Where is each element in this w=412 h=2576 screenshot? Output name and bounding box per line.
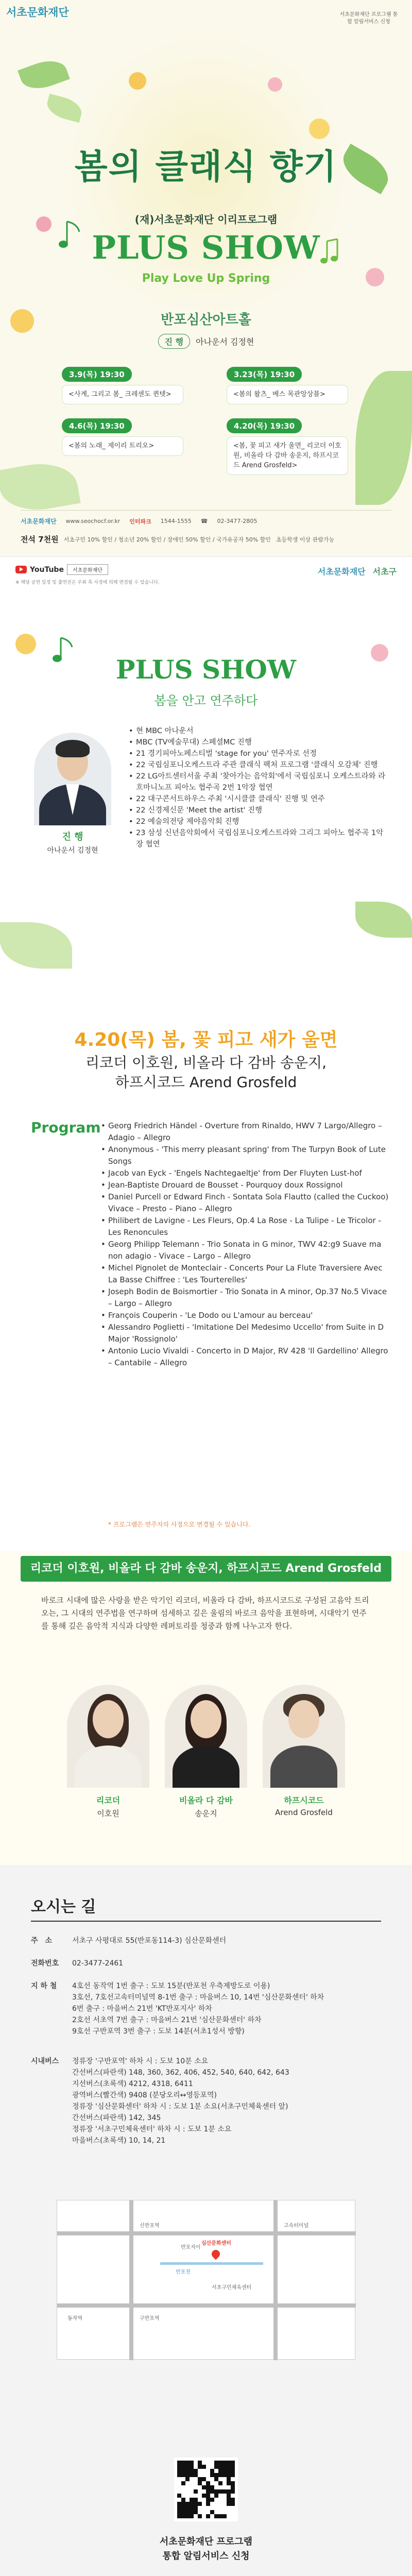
host-name: 아나운서 김정현 [196, 337, 254, 347]
host-profile-section [0, 613, 412, 1005]
leaf-decoration [44, 94, 84, 123]
qr-pattern [177, 2461, 235, 2518]
list-item: • Jacob van Eyck - 'Engels Nachtegaeltje' from Der Fluyten Lust-hof [101, 1167, 389, 1179]
tagline: Play Love Up Spring [142, 272, 270, 285]
directions-title: 오시는 길 [31, 1898, 96, 1916]
hero-subtitle: (재)서초문화재단 이리프로그램 [134, 213, 278, 226]
host-caption [34, 829, 111, 855]
list-item: • 21 경기피아노페스티벌 'stage for you' 연주자로 선정 [129, 748, 386, 759]
phone-icon: ☎ [200, 518, 208, 524]
schedule-title: <봄의 노래_ 제이리 트리오> [62, 436, 183, 456]
footer-tel: 02-3477-2805 [217, 518, 258, 524]
host-row [0, 334, 412, 349]
flower-decoration [15, 634, 36, 654]
hero-section [0, 0, 412, 613]
leaf-decoration [355, 902, 412, 938]
list-item: • 22 예술의전당 제야음악회 진행 [129, 816, 386, 827]
host-name: 아나운서 김정현 [47, 846, 98, 855]
schedule-date: 4.20(목) 19:30 [227, 418, 302, 433]
list-item: • Georg Philipp Telemann - Trio Sonata in G minor, TWV 42:g9 Suave ma non adagio - Vivace – Largo – Allegro [101, 1239, 389, 1262]
hero-bottom-bar [0, 556, 412, 613]
artist-photo [263, 1685, 345, 1788]
host-label: 진 행 [62, 832, 83, 842]
schedule-item [62, 418, 183, 456]
schedule-item [227, 367, 348, 404]
program-heading: 4.20(목) 봄, 꽃 피고 새가 울면 [74, 1029, 338, 1050]
program-artists: 리코더 이호원, 비올라 다 감바 송운지, 하프시코드 Arend Grosfeld [85, 1054, 327, 1091]
leaf-decoration [0, 922, 72, 969]
list-item: • 22 LG아트센터서울 주최 '찾아가는 음악회'에서 국립심포니 오케스트라와 라흐마니노프 피아노 협주곡 2번 1악장 협연 [129, 771, 386, 793]
youtube-channel-box: 서초문화재단 [67, 564, 108, 575]
host-badge: 진 행 [158, 334, 190, 349]
sponsor-logos [318, 565, 397, 577]
artist-photo [165, 1685, 247, 1788]
artist-caption: 하프시코드 Arend Grosfeld [275, 1795, 333, 1817]
footer-org: 서초문화재단 [21, 518, 57, 525]
schedule-title: <봄, 꽃 피고 새가 울면_ 리코더 이호원, 비올라 다 감바 송운지, 하프시코드 Arend Grosfeld> [227, 436, 348, 475]
plus-show-logo: PLUS SHOW [115, 654, 297, 685]
leaf-decoration [355, 371, 412, 505]
list-item: • Georg Friedrich Händel - Overture from Rinaldo, HWV 7 Largo/Allegro – Adagio – Allegro [101, 1120, 389, 1144]
footer-site-link[interactable]: www.seochocf.or.kr [65, 518, 121, 524]
program-list [101, 1120, 389, 1369]
program-note: * 프로그램은 연주자의 사정으로 변경될 수 있습니다. [108, 1521, 251, 1528]
notice-service-note[interactable]: 서초문화재단 프로그램 통합 알림서비스 신청 [339, 12, 398, 25]
address-row: 주 소 서초구 사평대로 55(반포동114-3) 심산문화센터 [31, 1937, 227, 1945]
flower-decoration [129, 72, 146, 90]
venue-name: 반포심산아트홀 [161, 312, 251, 328]
fine-print: ※ 해당 공연 일정 및 출연진은 주최 측 사정에 의해 변경될 수 있습니다. [15, 580, 160, 585]
artist-photo [67, 1685, 149, 1788]
list-item: • Michel Pignolet de Monteclair - Concerts Pour La Flute Traversiere Avec La Basse Chiffree : 'Les Tourterelles' [101, 1262, 389, 1286]
foundation-logo: 서초문화재단 [317, 567, 366, 577]
age-note: 초등학생 이상 관람가능 [276, 536, 335, 543]
artists-section [0, 1551, 412, 1865]
schedule-title: <사계, 그리고 봄_ 크레센도 퀸텟> [62, 385, 183, 404]
footer-ticket-tel: 1544-1555 [160, 518, 192, 524]
qr-caption: 서초문화재단 프로그램 통합 알림서비스 신청 [159, 2536, 253, 2562]
seocho-gu-logo: 서초구 [372, 567, 397, 577]
list-item: • 22 대구콘서트하우스 주최 '시시클클 클래식' 진행 및 연주 [129, 793, 386, 805]
list-item: • Daniel Purcell or Edward Finch - Sontata Sola Flautto (called the Cuckoo) Vivace – Presto – Piano – Allegro [101, 1191, 389, 1215]
youtube-icon [15, 566, 27, 573]
list-item: • 23 삼성 신년음악회에서 국립심포니오케스트라와 그리그 피아노 협주곡 1악장 협연 [129, 827, 386, 850]
youtube-link[interactable]: YouTube 서초문화재단 [15, 564, 108, 575]
hero-footer [21, 510, 391, 545]
footer-ticket: 인터파크 [129, 518, 151, 525]
host-photo [34, 733, 111, 825]
list-item: • Jean-Baptiste Drouard de Bousset - Pourquoy doux Rossignol [101, 1179, 389, 1191]
leaf-decoration [0, 457, 81, 517]
list-item: • Alessandro Poglietti - 'Imitatione Del Medesimo Uccello' from Suite in D Major 'Rossignolo' [101, 1321, 389, 1345]
artists-banner: 리코더 이호원, 비올라 다 감바 송운지, 하프시코드 Arend Grosfeld [21, 1556, 391, 1582]
list-item: • Philibert de Lavigne - Les Fleurs, Op.4 La Rose - La Tulipe - Le Tricolor - Les Renoncules [101, 1215, 389, 1239]
qr-code[interactable] [174, 2458, 238, 2521]
seat-discount-note: 서초구민 10% 할인 / 청소년 20% 할인 / 장애인 50% 할인 / 국가유공자 50% 할인 [63, 536, 271, 543]
schedule-item [227, 418, 348, 475]
schedule-item [62, 367, 183, 404]
bus-row: 시내버스 정류장 '구반포역' 하차 시 : 도보 10분 소요 간선버스(파란색) 148, 360, 362, 406, 452, 540, 640, 642, 643 지선버스(초록색) 4212, 4318, 6411 광역버스(빨간색) 9408 (분당오리↔영등포역) 정류장 '심산문화센터' 하차 시 : 도보 1분 소요(서초구민체육센터 앞) 간선버스(파란색) 142, 345 정류장 '서초구민체육센터' 하차 시 : 도보 1분 소요 마을버스(초록색) 10, 14, 21 [31, 2057, 289, 2145]
flower-decoration [309, 118, 330, 139]
host-career-list [129, 725, 386, 850]
schedule-title: <봄의 왈츠_ 베스 목관앙상블> [227, 385, 348, 404]
program-section [0, 1005, 412, 1551]
schedule-date: 3.9(목) 19:30 [62, 367, 132, 382]
list-item: • 22 신경제신문 'Meet the artist' 진행 [129, 805, 386, 816]
plus-show-logo: PLUS SHOW [92, 229, 320, 266]
list-item: • MBC (TV예술무대) 스페셜MC 진행 [129, 737, 386, 748]
section-subtitle: 봄을 안고 연주하다 [154, 693, 258, 708]
foundation-logo: 서초문화재단 [6, 6, 69, 19]
directions-section [0, 1865, 412, 2576]
hero-title: 봄의 클래식 향기 [74, 147, 338, 187]
location-map[interactable]: 신반포역 반포자이 고속터미널 심산문화센터 반포천 서초구민체육센터 구반포역 동작역 [57, 2200, 355, 2360]
artist-caption: 리코더 이호원 [96, 1795, 121, 1818]
tel-row: 전화번호 02-3477-2461 [31, 1959, 124, 1968]
list-item: • Anonymous - 'This merry pleasant spring' from The Turpyn Book of Lute Songs [101, 1144, 389, 1167]
list-item: • Joseph Bodin de Boismortier - Trio Sonata in A minor, Op.37 No.5 Vivace – Largo – Allegro [101, 1286, 389, 1310]
program-label: Program [31, 1119, 101, 1136]
subway-row: 지 하 철 4호선 동작역 1번 출구 : 도보 15분(반포천 우측제방도로 이용) 3호선, 7호선고속터미널역 8-1번 출구 : 마을버스 10, 14번 '심산문화센터' 하차 6번 출구 : 마을버스 21번 'KT반포지사' 하차 2호선 서초역 7번 출구 : 마을버스 21번 '심산문화센터' 하차 9호선 구반포역 3번 출구 : 도보 14분(서초1성서 방향) [31, 1982, 324, 2036]
artist-caption: 비올라 다 감바 송운지 [179, 1795, 233, 1818]
seat-price: 전석 7천원 [21, 535, 59, 544]
list-item: • Antonio Lucio Vivaldi - Concerto in D Major, RV 428 'Il Gardellino' Allegro – Cantabile – Allegro [101, 1345, 389, 1369]
list-item: • François Couperin - 'Le Dodo ou L'amour au berceau' [101, 1310, 389, 1321]
location-pin-icon [210, 2248, 222, 2260]
flower-decoration [268, 77, 282, 92]
leaf-decoration [18, 55, 70, 95]
schedule-date: 4.6(목) 19:30 [62, 418, 132, 433]
schedule-date: 3.23(목) 19:30 [227, 367, 302, 382]
artists-description: 바로크 시대에 많은 사랑을 받은 악기인 리코더, 비올라 다 감바, 하프시코드로 구성된 고음악 트리오는, 그 시대의 연주법을 연구하며 섬세하고 깊은 울림의 바로크 음악을 표현하며, 시대악기 연주를 통해 깊은 음악적 지식과 다양한 레퍼토리를 청중과 함께 나누고자 한다. [41, 1596, 369, 1631]
list-item: • 현 MBC 아나운서 [129, 725, 386, 737]
list-item: • 22 국립심포니오케스트라 주관 클래식 팩처 프로그램 '클래식 오감체' 진행 [129, 759, 386, 771]
